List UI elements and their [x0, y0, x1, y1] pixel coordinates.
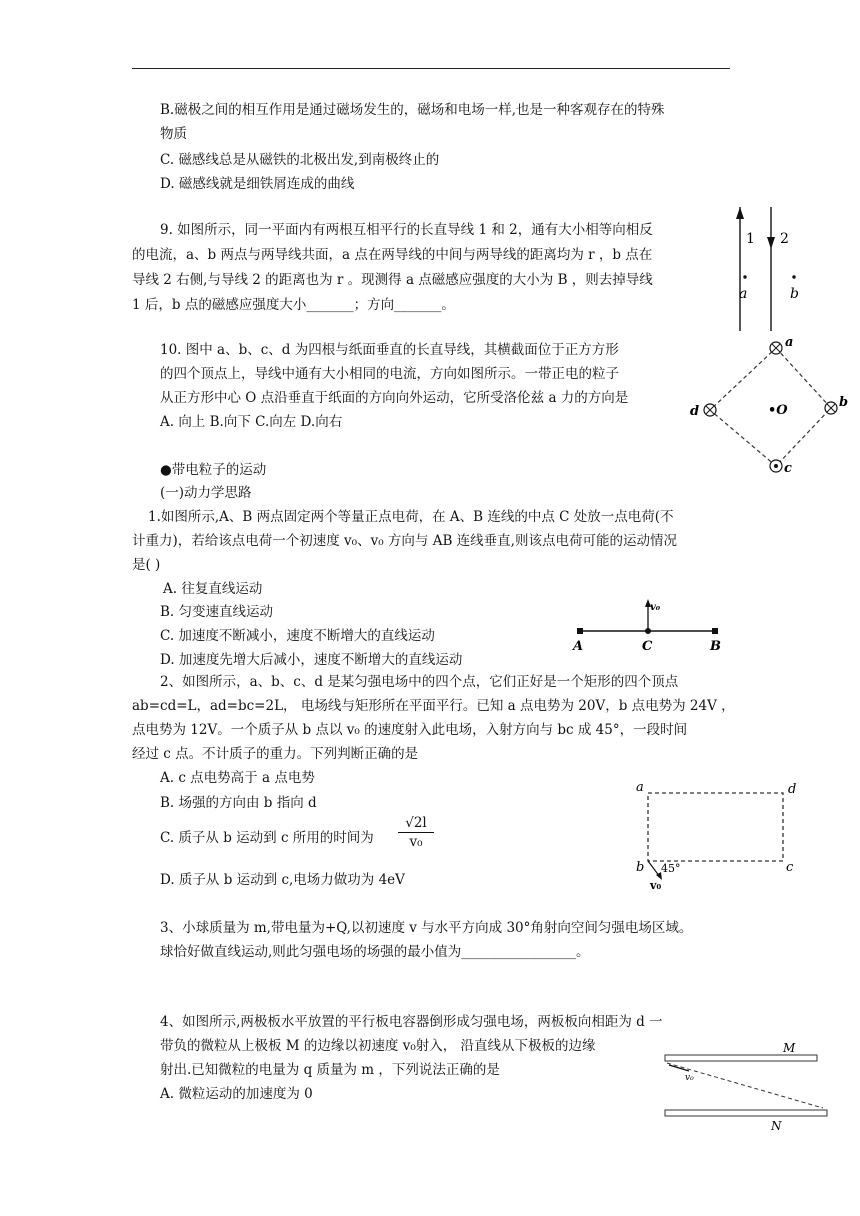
label-C: C	[642, 639, 653, 654]
wire-2-label: 2	[780, 231, 789, 247]
option-b-line2: 物质	[160, 126, 187, 142]
p2-line2: ab=cd=L，ad=bc=2L， 电场线与矩形所在平面平行。已知 a 点电势为 20V，b 点电势为 24V ，	[132, 698, 735, 714]
p4-line3: 射出.已知微粒的电量为 q 质量为 m ，下列说法正确的是	[160, 1062, 500, 1078]
q9-line1: 9. 如图所示，同一平面内有两根互相平行的长直导线 1 和 2，通有大小相等向相反	[160, 222, 653, 238]
p2-option-c: C. 质子从 b 运动到 c 所用的时间为	[160, 830, 374, 846]
rectangle-abcd	[648, 793, 783, 861]
label-M: M	[783, 1041, 796, 1055]
p3-line2: 球恰好做直线运动,则此匀强电场的场强的最小值为_________________。	[160, 944, 590, 960]
point-a-dot	[743, 275, 746, 278]
label-a: a	[785, 336, 794, 350]
trajectory-line	[667, 1063, 823, 1108]
option-c: C. 磁感线总是从磁铁的北极出发,到南极终止的	[160, 152, 440, 168]
p2-option-a: A. c 点电势高于 a 点电势	[160, 770, 315, 786]
p4-option-a: A. 微粒运动的加速度为 0	[160, 1086, 313, 1102]
plate-n	[665, 1110, 827, 1116]
label-N: N	[771, 1119, 782, 1133]
q10-line3: 从正方形中心 O 点沿垂直于纸面的方向向外运动，它所受洛伦兹 a 力的方向是	[160, 390, 629, 406]
v0-label: v₀	[650, 602, 661, 613]
header-rule	[132, 68, 730, 69]
p2-line1: 2、如图所示，a、b、c、d 是某匀强电场中的四个点，它们正好是一个矩形的四个顶点	[160, 674, 679, 690]
wire-1-label: 1	[746, 231, 755, 247]
p1-option-d: D. 加速度先增大后减小，速度不断增大的直线运动	[160, 652, 463, 668]
q9-line2: 的电流，a、b 两点与两导线共面，a 点在两导线的中间与两导线的距离均为 r ，b 点在	[132, 247, 653, 263]
fraction-numerator: √2l	[398, 814, 434, 833]
p1-option-b: B. 匀变速直线运动	[160, 604, 274, 620]
label-b: b	[839, 395, 849, 410]
p2-line4: 经过 c 点。不计质子的重力。下列判断正确的是	[132, 746, 419, 762]
point-a-label: a	[739, 286, 748, 302]
label-B: B	[710, 639, 721, 654]
p4-line2: 带负的微粒从上极板 M 的边缘以初速度 v₀射入， 沿直线从下极板的边缘	[160, 1038, 596, 1054]
p2-option-b: B. 场强的方向由 b 指向 d	[160, 795, 317, 811]
figure-p1-charges	[570, 595, 725, 657]
v0-label: v₀	[650, 879, 662, 892]
label-center-o: •O	[768, 403, 788, 418]
charge-a-icon	[577, 628, 583, 634]
q9-line4: 1 后，b 点的磁感应强度大小_______；方向_______。	[132, 297, 455, 313]
figure-p4-capacitor	[655, 1036, 830, 1134]
angle-label: 45°	[661, 862, 681, 875]
wire-b-into-icon	[825, 402, 837, 414]
q10-line1: 10. 图中 a、b、c、d 为四根与纸面垂直的长直导线，其横截面位于正方方形	[160, 342, 619, 358]
subsection-heading: (一)动力学思路	[160, 485, 252, 501]
figure-p2-rectangle	[630, 775, 805, 893]
label-d: d	[690, 404, 700, 419]
q10-options: A. 向上 B.向下 C.向左 D.向右	[160, 414, 343, 430]
arrow-down-icon	[767, 237, 775, 249]
p3-line1: 3、小球质量为 m,带电量为+Q,以初速度 v 与水平方向成 30°角射向空间匀强电场区域。	[160, 920, 693, 936]
label-b: b	[636, 860, 645, 875]
v0-arrow	[669, 1065, 689, 1071]
figure-q10-square	[688, 336, 853, 478]
wire-a-into-icon	[770, 342, 782, 354]
label-c: c	[786, 860, 794, 875]
section-heading: ●带电粒子的运动	[160, 462, 267, 478]
p1-line2: 计重力)，若给该点电荷一个初速度 v₀、v₀ 方向与 AB 连线垂直,则该点电荷可能的运动情况	[132, 533, 677, 549]
charge-b-icon	[712, 628, 718, 634]
label-a: a	[636, 780, 644, 795]
wire-d-into-icon	[704, 404, 716, 416]
option-d: D. 磁感线就是细铁屑连成的曲线	[160, 176, 355, 192]
label-A: A	[573, 639, 584, 654]
label-c: c	[784, 461, 792, 476]
figure-q9-wires	[715, 205, 815, 335]
fraction-expression	[398, 814, 434, 851]
option-b-line1: B.磁极之间的相互作用是通过磁场发生的，磁场和电场一样,也是一种客观存在的特殊	[160, 102, 665, 118]
point-b-label: b	[790, 286, 799, 302]
p1-line1: 1.如图所示,A、B 两点固定两个等量正点电荷，在 A、B 连线的中点 C 处放一点电荷(不	[148, 509, 674, 525]
q10-line2: 的四个顶点上，导线中通有大小相同的电流，方向如图所示。一带正电的粒子	[160, 366, 619, 382]
q9-line3: 导线 2 右侧,与导线 2 的距离也为 r 。现测得 a 点磁感应强度的大小为 B ，则去掉导线	[132, 272, 653, 288]
p2-option-d: D. 质子从 b 运动到 c,电场力做功为 4eV	[160, 872, 405, 888]
p1-option-c: C. 加速度不断减小，速度不断增大的直线运动	[160, 628, 435, 644]
wire-c-out-icon	[770, 460, 782, 472]
p1-option-a: A. 往复直线运动	[163, 581, 263, 597]
v0-label: v₀	[685, 1073, 694, 1083]
p1-line3: 是( )	[132, 557, 161, 573]
label-d: d	[788, 782, 797, 797]
plate-m	[665, 1055, 817, 1061]
point-b-dot	[792, 275, 795, 278]
p2-line3: 点电势为 12V。一个质子从 b 点以 v₀ 的速度射入此电场，入射方向与 bc 成 45°，一段时间	[132, 722, 688, 738]
p4-line1: 4、如图所示,两极板水平放置的平行板电容器倒形成匀强电场，两板板向相距为 d 一	[160, 1014, 663, 1030]
arrow-up-icon	[736, 207, 744, 219]
fraction-denominator: v₀	[409, 834, 423, 850]
